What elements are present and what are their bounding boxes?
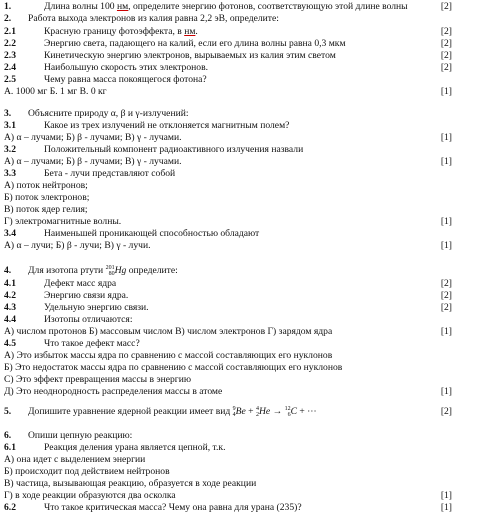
option-b: Б) Это недостаток массы ядра по сравнению с массой составляющих его нуклонов — [4, 362, 343, 373]
points: [2] — [440, 406, 452, 417]
points: [2] — [440, 62, 452, 73]
nuclide-he: 4 2 — [255, 405, 259, 418]
points: [2] — [440, 290, 452, 301]
points: [2] — [440, 26, 452, 37]
question-3-3: 3.3 Бета - лучи представляют собой — [4, 168, 176, 179]
question-3-1: 3.1 Какое из трех излучений не отклоняется магнитным полем? — [4, 120, 290, 131]
question-4-1: 4.1 Дефект масс ядра [2] — [4, 278, 452, 289]
points: [2] — [440, 1, 452, 12]
option-c: В) поток ядер гелия; — [4, 204, 88, 215]
question-2-5-options: А. 1000 мг Б. 1 мг В. 0 кг [1] — [4, 86, 452, 97]
question-4-3: 4.3 Удельную энергию связи. [2] — [4, 302, 452, 313]
isotope-numbers: 201 80 — [105, 264, 115, 277]
points: [2] — [440, 302, 452, 313]
question-2-3: 2.3 Кинетическую энергию электронов, вырываемых из калия этим светом [2] — [4, 50, 452, 61]
nuclide-be: 9 4 — [232, 405, 236, 418]
points: [1] — [440, 386, 452, 397]
points: [1] — [440, 490, 452, 501]
points: [2] — [440, 50, 452, 61]
question-3-1-options: А) α – лучами; Б) β - лучами; В) γ - лучами. [1] — [4, 132, 452, 143]
question-3-4-options: А) α – лучи; Б) β - лучи; В) γ - лучи. [1] — [4, 240, 452, 251]
question-2: 2. Работа выхода электронов из калия равна 2,2 эВ, определите: — [4, 13, 279, 24]
question-2-1: 2.1 Красную границу фотоэффекта, в нм. [2] — [4, 26, 452, 37]
points: [1] — [440, 86, 452, 97]
question-4: 4. Для изотопа ртути 201 80 Hg определите: — [4, 264, 178, 277]
option-c: С) Это эффект превращения массы в энергию — [4, 374, 192, 385]
question-4-5: 4.5 Что такое дефект масс? — [4, 338, 140, 349]
nuclide-c: 12 6 — [284, 405, 291, 418]
option-a: А) поток нейтронов; — [4, 180, 88, 191]
question-3-2: 3.2 Положительный компонент радиоактивного излучения назвали — [4, 144, 304, 155]
question-4-4: 4.4 Изотопы отличаются: — [4, 314, 133, 325]
question-4-2: 4.2 Энергию связи ядра. [2] — [4, 290, 452, 301]
question-6-2: 6.2 Что такое критическая масса? Чему она равна для урана (235)? [1] — [4, 502, 452, 513]
option-d: Г) в ходе реакции образуются два осколка [1] — [4, 490, 452, 501]
points: [1] — [440, 156, 452, 167]
option-b: Б) поток электронов; — [4, 192, 90, 203]
points: [2] — [440, 38, 452, 49]
points: [1] — [440, 216, 452, 227]
points: [1] — [440, 132, 452, 143]
option-a: А) Это избыток массы ядра по сравнению с массой составляющих его нуклонов — [4, 350, 333, 361]
points: [2] — [440, 278, 452, 289]
question-2-5: 2.5 Чему равна масса покоящегося фотона? — [4, 74, 207, 85]
points: [1] — [440, 240, 452, 251]
option-d: Д) Это неоднородность распределения массы в атоме [1] — [4, 386, 452, 397]
question-6: 6. Опиши цепную реакцию: — [4, 430, 133, 441]
points: [1] — [440, 502, 452, 513]
option-d: Г) электромагнитные волны. [1] — [4, 216, 452, 227]
question-1: 1. Длина волны 100 нм, определите энергию фотонов, соответствующую этой длине волны [2] — [4, 1, 452, 12]
option-c: В) частица, вызывающая реакцию, образуется в ходе реакции — [4, 478, 257, 489]
option-a: А) она идет с выделением энергии — [4, 454, 146, 465]
question-3-4: 3.4 Наименьшей проникающей способностью обладают — [4, 228, 260, 239]
question-2-2: 2.2 Энергию света, падающего на калий, если его длина волны равна 0,3 мкм [2] — [4, 38, 452, 49]
points: [1] — [440, 326, 452, 337]
question-6-1: 6.1 Реакция деления урана является цепной, т.к. — [4, 442, 226, 453]
question-5: 5. Допишите уравнение ядерной реакции имеет вид 9 4 Be + 4 2 He → 12 6 C + ⋯ [2] — [4, 405, 452, 418]
question-3: 3. Объясните природу α, β и γ-излучений: — [4, 108, 189, 119]
question-2-4: 2.4 Наибольшую скорость этих электронов. [2] — [4, 62, 452, 73]
question-4-4-options: А) числом протонов Б) массовым числом В) числом электронов Г) зарядом ядра [1] — [4, 326, 452, 337]
question-3-2-options: А) α – лучами; Б) β - лучами; В) γ - лучами. [1] — [4, 156, 452, 167]
option-b: Б) происходит под действием нейтронов — [4, 466, 170, 477]
